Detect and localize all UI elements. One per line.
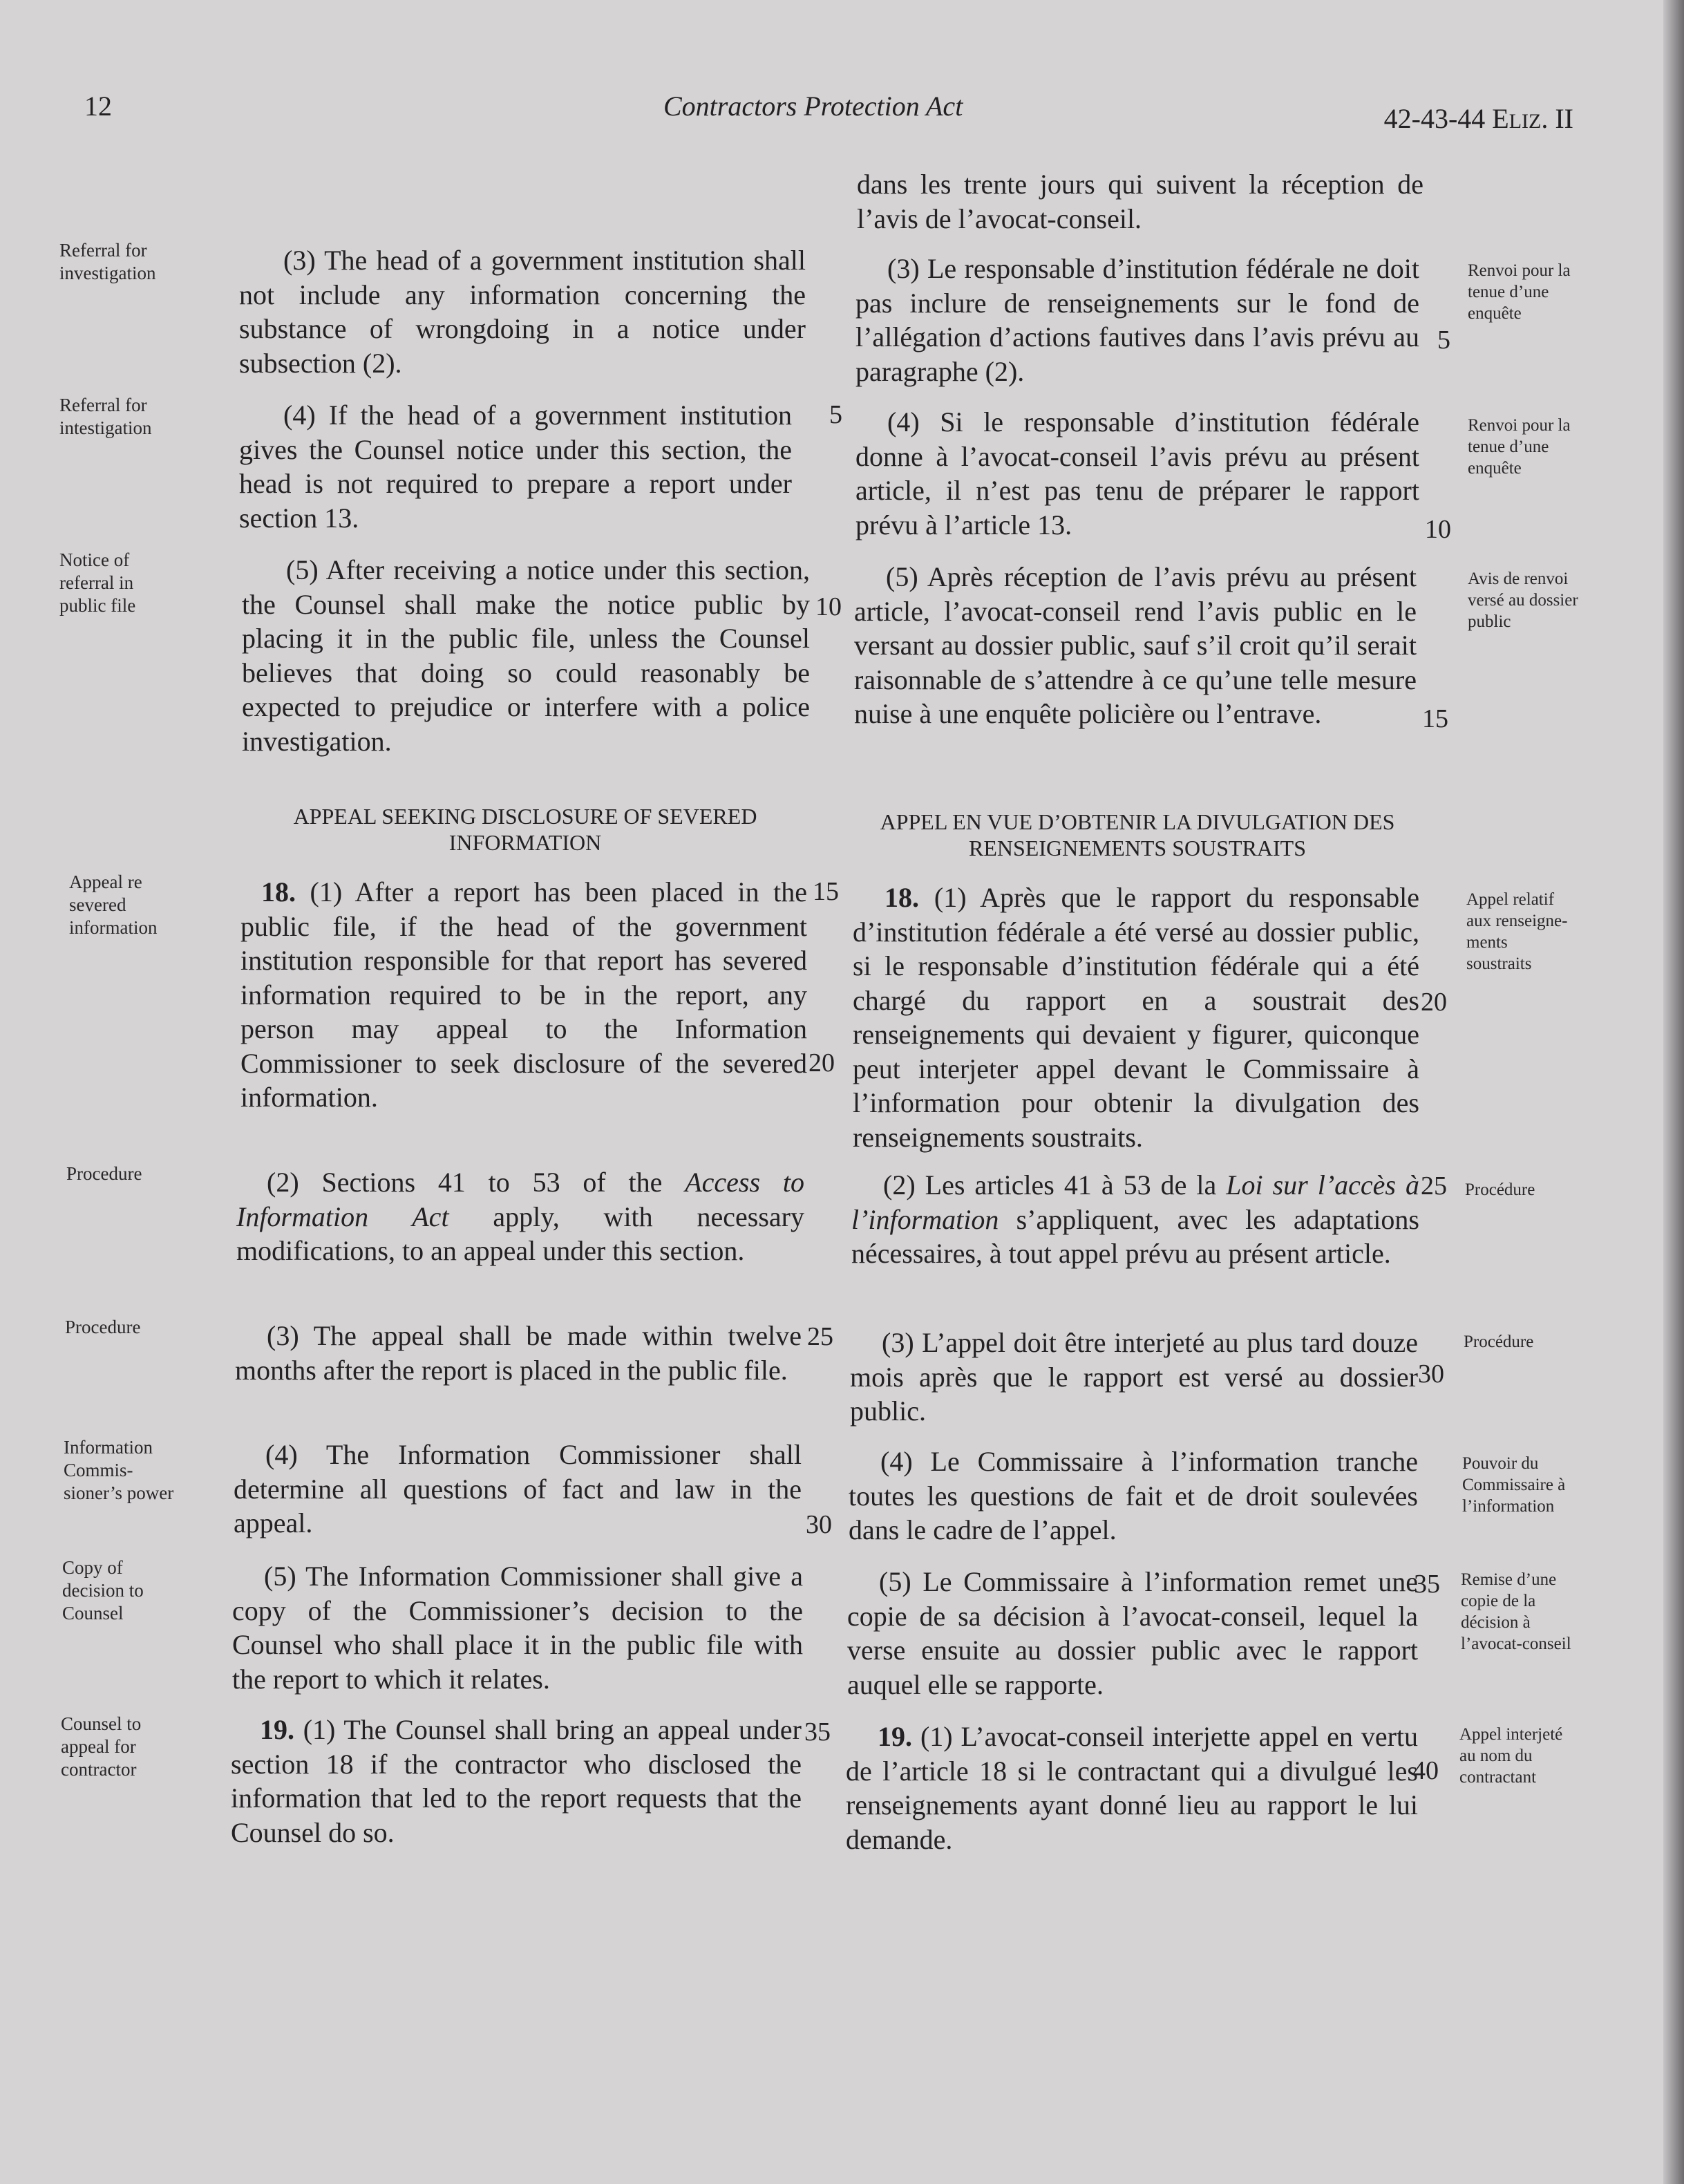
- fr-line-number: 40: [1412, 1756, 1439, 1785]
- en-18-2-part-b: apply, with necessary modifications, to an appeal under this section.: [236, 1201, 804, 1266]
- en-line-number: 25: [807, 1322, 833, 1351]
- en-section-19-number: 19.: [260, 1714, 294, 1745]
- margin-note-en: Counsel to appeal for contractor: [61, 1713, 142, 1780]
- fr-section-18-1: [853, 881, 1419, 1154]
- margin-note-en: Procedure: [65, 1317, 141, 1337]
- regnal-prefix: 42-43-44 E: [1383, 103, 1509, 134]
- margin-note-en: Procedure: [66, 1163, 142, 1184]
- fr-section-18-number: 18.: [884, 882, 919, 913]
- en-18-2-act-title: Access to Information Act: [236, 1167, 804, 1232]
- margin-note-en: Referral for investigation: [59, 240, 156, 283]
- en-section-18-1: [240, 875, 807, 1115]
- fr-section-18-3: (3) L’appel doit être interjeté au plus tard douze mois après que le rapport est versé au dossier public.: [850, 1327, 1418, 1427]
- fr-line-number: 10: [1425, 515, 1451, 544]
- en-section-heading: APPEAL SEEKING DISCLOSURE OF SEVERED INFORMATION: [293, 804, 757, 855]
- en-line-number: 30: [806, 1510, 832, 1539]
- en-line-number: 15: [813, 877, 839, 906]
- margin-note-en: Information Commis-sioner’s power: [64, 1437, 174, 1503]
- en-subsection-5: (5) After receiving a notice under this section, the Counsel shall make the notice public by placing it in the public file, unless the Counsel believes that doing so could reasonably be expected to prejudice or interfere with a police investigation.: [242, 554, 810, 757]
- en-line-number: 35: [804, 1717, 831, 1747]
- fr-section-heading: APPEL EN VUE D’OBTENIR LA DIVULGATION DES RENSEIGNEMENTS SOUSTRAITS: [880, 809, 1395, 860]
- margin-note-en: Copy of decision to Counsel: [62, 1557, 144, 1623]
- en-line-number: 10: [815, 592, 842, 621]
- fr-subsection-5: (5) Après réception de l’avis prévu au présent article, l’avocat-conseil rend l’avis public en le versant au dossier public, sauf s’il croit qu’il serait raisonnable de s’attendre à ce qu’une telle mesure nuise à une enquête policière ou l’entrave.: [854, 561, 1417, 729]
- en-section-19-1-text: (1) The Counsel shall bring an appeal under section 18 if the contractor who disclosed the information that led to the report requests that the Counsel do so.: [231, 1714, 802, 1848]
- fr-18-2-act-title: Loi sur l’accès à l’information: [851, 1169, 1419, 1235]
- en-section-18-3: (3) The appeal shall be made within twelve months after the report is placed in the public file.: [235, 1320, 802, 1386]
- margin-note-fr: Renvoi pour la tenue d’une enquête: [1468, 416, 1571, 478]
- fr-section-19-1: [846, 1720, 1418, 1856]
- fr-section-19-number: 19.: [878, 1721, 912, 1752]
- page-number: 12: [84, 91, 112, 122]
- fr-18-2-part-a: (2) Les articles 41 à 53 de la: [883, 1169, 1227, 1201]
- fr-line-number: 30: [1418, 1359, 1444, 1388]
- fr-section-18-5: (5) Le Commissaire à l’information remet une copie de sa décision à l’avocat-conseil, lequel la verse ensuite au dossier public avec le rapport auquel elle se rapporte.: [847, 1566, 1418, 1700]
- margin-note-en: Appeal re severed information: [69, 872, 158, 938]
- margin-note-en: Referral for intestigation: [59, 395, 152, 438]
- en-line-number: 5: [829, 400, 842, 429]
- margin-note-fr: Appel relatif aux renseigne-ments soustraits: [1466, 890, 1568, 973]
- en-subsection-3: (3) The head of a government institution shall not include any information concerning the substance of wrongdoing in a notice under subsection (2).: [239, 245, 806, 379]
- fr-line-number: 20: [1421, 988, 1447, 1017]
- margin-note-fr: Renvoi pour la tenue d’une enquête: [1468, 261, 1571, 323]
- fr-line-number: 35: [1414, 1570, 1440, 1599]
- running-title: Contractors Protection Act: [663, 91, 963, 122]
- regnal-suffix: . II: [1541, 103, 1573, 134]
- margin-note-en: Notice of referral in public file: [59, 549, 136, 616]
- regnal-year: [1384, 102, 1573, 135]
- fr-section-19-1-text: (1) L’avocat-conseil interjette appel en vertu de l’article 18 si le contractant qui a divulgué les renseignements ayant donné lieu au rapport le lui demande.: [846, 1721, 1419, 1855]
- fr-section-18-2: [851, 1168, 1419, 1271]
- en-18-2-part-a: (2) Sections 41 to 53 of the: [267, 1167, 685, 1198]
- fr-18-2-part-b: s’appliquent, avec les adaptations nécessaires, à tout appel prévu au présent article.: [851, 1203, 1419, 1269]
- regnal-small-caps: LIZ: [1508, 110, 1542, 133]
- en-section-18-5: (5) The Information Commissioner shall give a copy of the Commissioner’s decision to the Counsel who shall place it in the public file with the report to which it relates.: [232, 1561, 803, 1695]
- margin-note-fr: Pouvoir du Commissaire à l’information: [1462, 1454, 1566, 1516]
- en-section-18-2: [236, 1165, 804, 1268]
- margin-note-fr: Avis de renvoi versé au dossier public: [1468, 569, 1578, 631]
- en-section-18-number: 18.: [261, 876, 296, 907]
- fr-section-18-4: (4) Le Commissaire à l’information tranche toutes les questions de fait et de droit soulevées dans le cadre de l’appel.: [849, 1446, 1418, 1545]
- margin-note-fr: Appel interjeté au nom du contractant: [1459, 1725, 1563, 1787]
- en-section-18-1-text: (1) After a report has been placed in the public file, if the head of the government institution responsible for that report has severed information required to be in the report, any person may appeal to the Information Commissioner to seek disclosure of the severed information.: [240, 876, 807, 1113]
- page-edge-shadow: [1663, 0, 1684, 2184]
- fr-section-18-1-text: (1) Après que le rapport du responsable d’institution fédérale a été versé au dossier public, si le responsable d’institution fédérale qui a été chargé du rapport en a soustrait des renseignements qui devaient y figurer, quiconque peut interjeter appel devant le Commissaire à l’information pour obtenir la divulgation des renseignements soustraits.: [853, 882, 1420, 1153]
- margin-note-fr: Remise d’une copie de la décision à l’avocat-conseil: [1461, 1570, 1571, 1653]
- fr-line-number: 25: [1421, 1171, 1447, 1201]
- fr-carryover: dans les trente jours qui suivent la réception de l’avis de l’avocat-conseil.: [857, 169, 1423, 234]
- en-subsection-4: (4) If the head of a government institution gives the Counsel notice under this section, the head is not required to prepare a report under section 13.: [239, 399, 792, 534]
- en-line-number: 20: [808, 1048, 835, 1077]
- fr-subsection-4: (4) Si le responsable d’institution fédérale donne à l’avocat-conseil l’avis prévu au présent article, il n’est pas tenu de préparer le rapport prévu à l’article 13.: [855, 406, 1419, 540]
- en-section-19-1: [231, 1713, 802, 1849]
- fr-subsection-3: (3) Le responsable d’institution fédérale ne doit pas inclure de renseignements sur le fond de l’allégation d’actions fautives dans l’avis prévu au paragraphe (2).: [855, 253, 1419, 387]
- margin-note-fr: Procédure: [1465, 1180, 1535, 1199]
- fr-line-number: 15: [1422, 704, 1448, 733]
- margin-note-fr: Procédure: [1464, 1333, 1534, 1351]
- en-section-18-4: (4) The Information Commissioner shall determine all questions of fact and law in the appeal.: [234, 1439, 802, 1538]
- fr-line-number: 5: [1437, 326, 1450, 355]
